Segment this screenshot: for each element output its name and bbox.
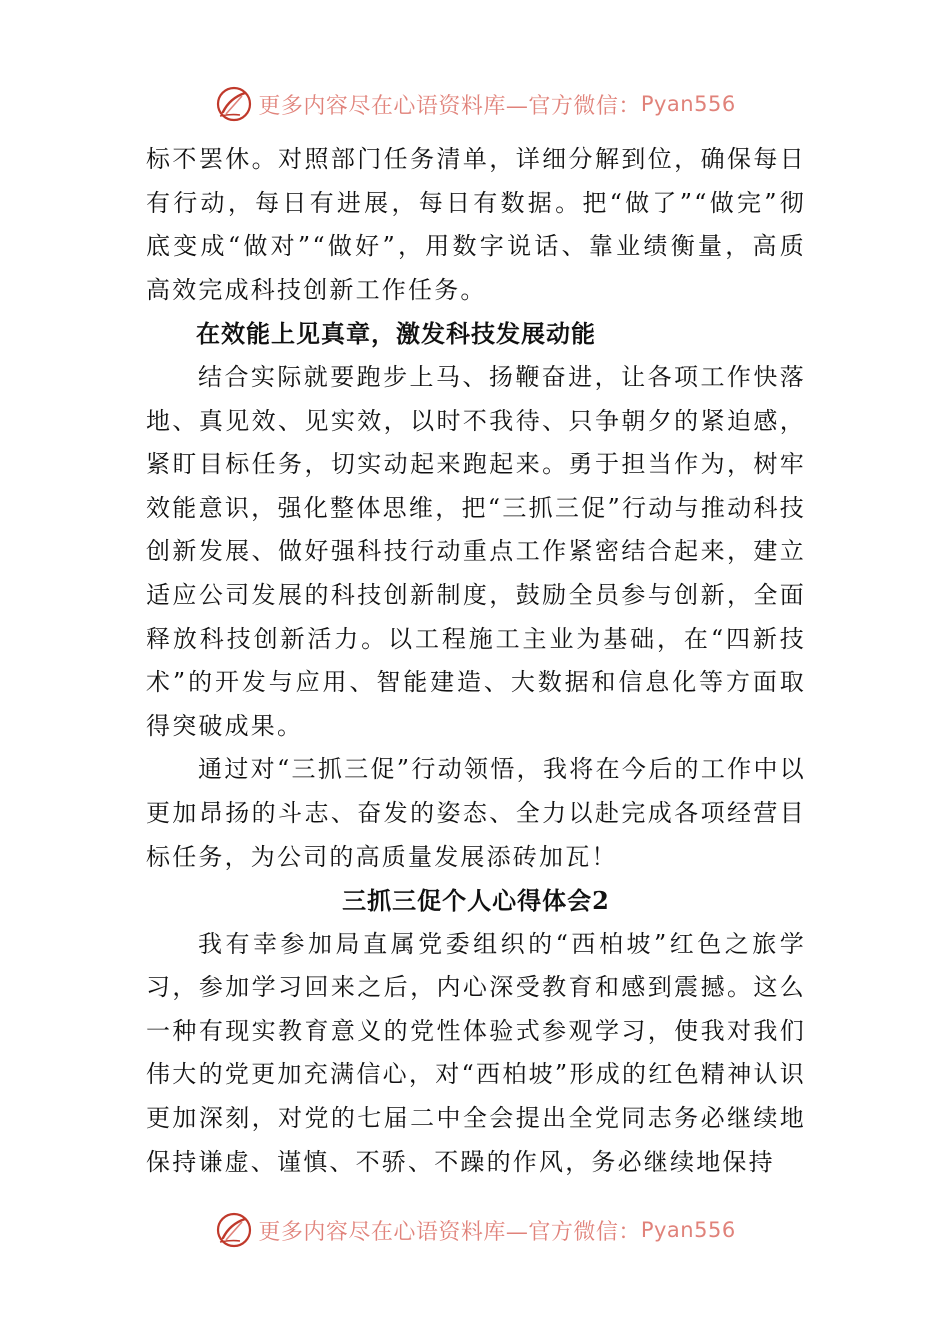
paragraph: 结合实际就要跑步上马、扬鞭奋进，让各项工作快落地、真见效、见实效，以时不我待、只争朝夕的紧迫感，紧盯目标任务，切实动起来跑起来。勇于担当作为，树牢效能意识，强化整体思维，把“三抓三促”行动与推动科技创新发展、做好强科技行动重点工作紧密结合起来，建立适应公司发展的科技创新制度，鼓励全员参与创新，全面释放科技创新活力。以工程施工主业为基础，在“四新技术”的开发与应用、智能建造、大数据和信息化等方面取得突破成果。 <box>146 362 806 740</box>
paragraph: 通过对“三抓三促”行动领悟，我将在今后的工作中以更加昂扬的斗志、奋发的姿态、全力以赴完成各项经营目标任务，为公司的高质量发展添砖加瓦！ <box>146 755 806 871</box>
watermark-banner-top <box>0 82 950 126</box>
pen-seal-icon <box>214 84 254 124</box>
watermark-wechat-id: Pyan556 <box>640 1218 736 1242</box>
section-heading: 在效能上见真章，激发科技发展动能 <box>196 319 596 349</box>
watermark-banner-bottom <box>0 1208 950 1252</box>
document-body <box>146 138 806 1184</box>
watermark-text: 更多内容尽在心语资料库—官方微信： <box>258 1219 641 1245</box>
watermark-text: 更多内容尽在心语资料库—官方微信： <box>258 93 641 119</box>
watermark-wechat-id: Pyan556 <box>640 92 736 116</box>
paragraph: 标不罢休。对照部门任务清单，详细分解到位，确保每日有行动，每日有进展，每日有数据。把“做了”“做完”彻底变成“做对”“做好”，用数字说话、靠业绩衡量，高质高效完成科技创新工作任务。 <box>146 145 806 304</box>
article-title: 三抓三促个人心得体会2 <box>342 886 610 916</box>
pen-seal-icon <box>214 1210 254 1250</box>
paragraph: 我有幸参加局直属党委组织的“西柏坡”红色之旅学习，参加学习回来之后，内心深受教育和感到震撼。这么一种有现实教育意义的党性体验式参观学习，使我对我们伟大的党更加充满信心，对“西柏坡”形成的红色精神认识更加深刻，对党的七届二中全会提出全党同志务必继续地保持谦虚、谨慎、不骄、不躁的作风，务必继续地保持 <box>146 929 806 1176</box>
